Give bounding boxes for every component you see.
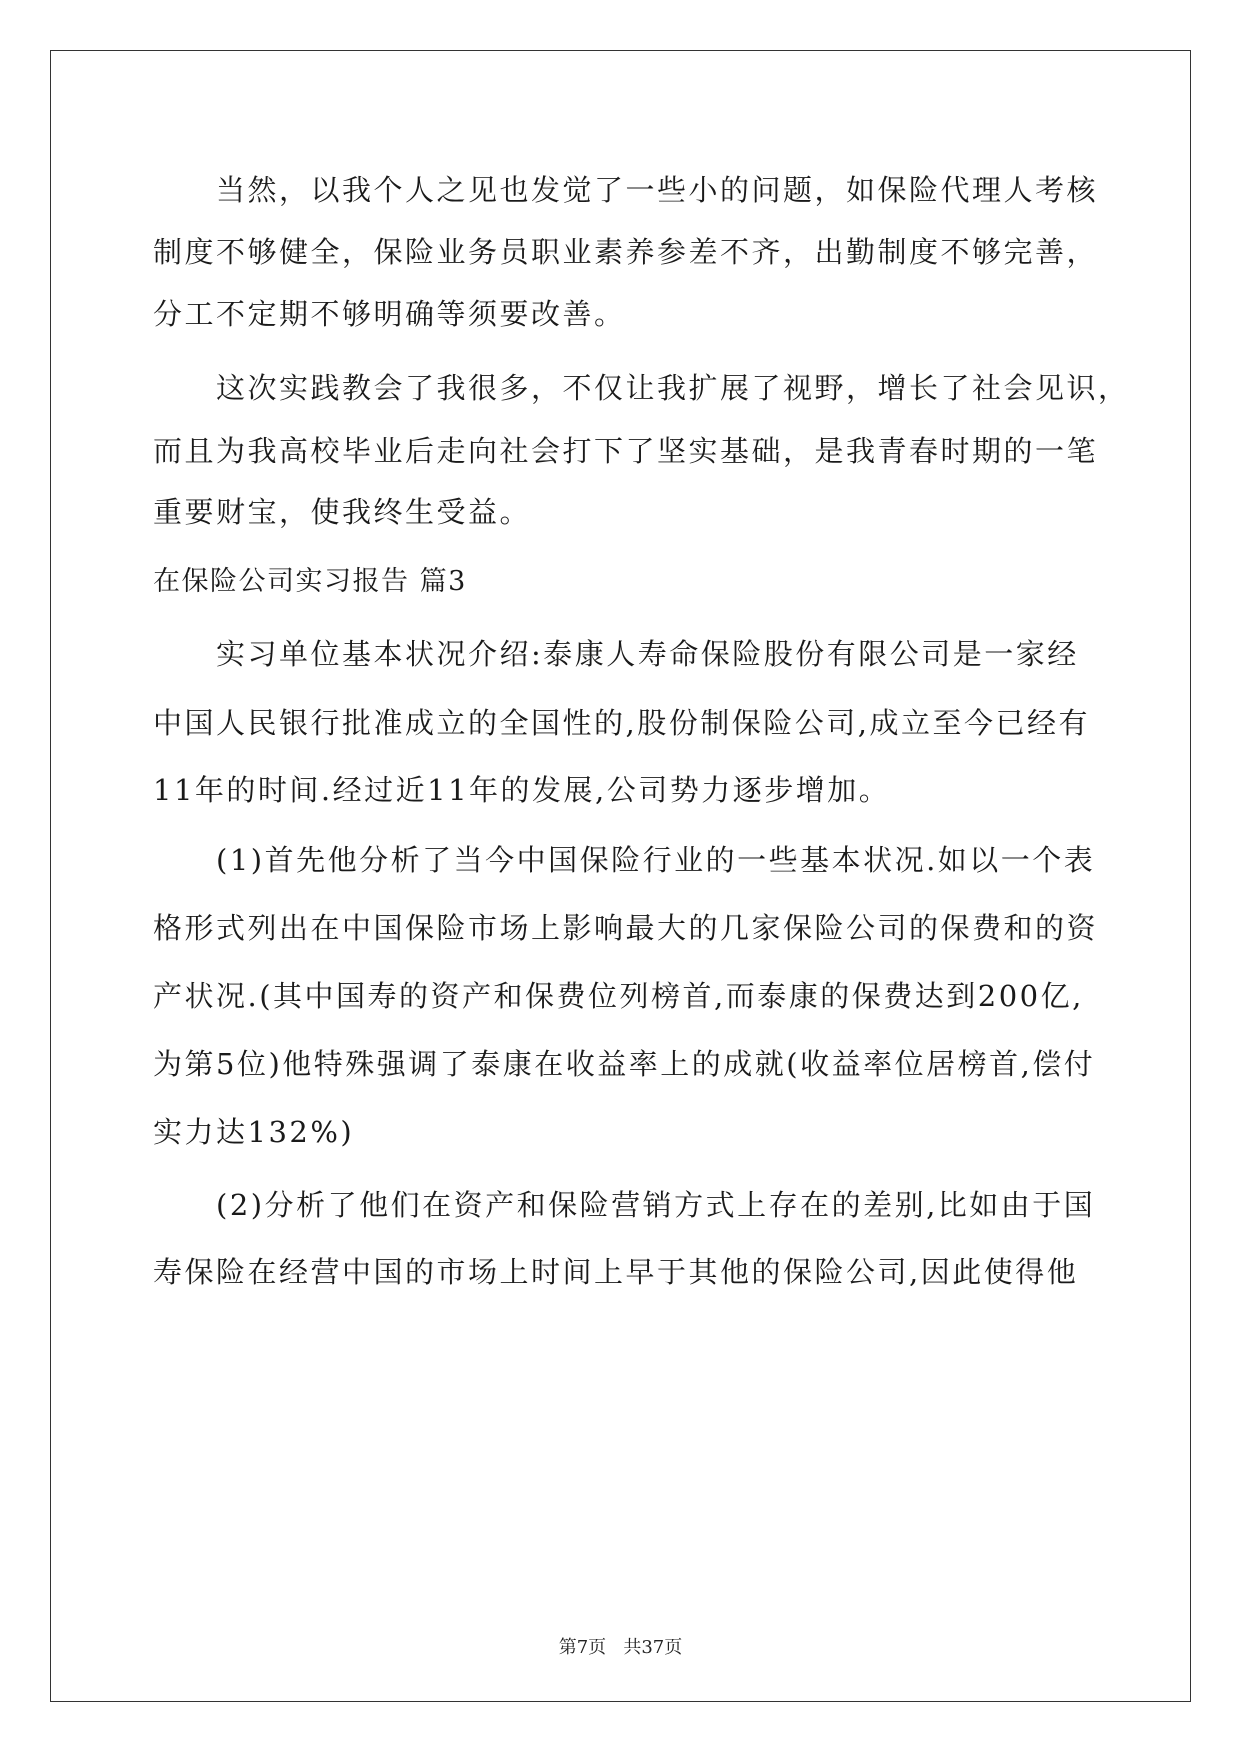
- paragraph-4-line-5: 实力达132%): [153, 1115, 355, 1149]
- paragraph-5-line-2: 寿保险在经营中国的市场上时间上早于其他的保险公司,因此使得他: [153, 1255, 1079, 1289]
- section-heading: 在保险公司实习报告 篇3: [153, 566, 467, 597]
- paragraph-3-line-3: 11年的时间.经过近11年的发展,公司势力逐步增加。: [153, 773, 891, 807]
- paragraph-1-line-2: 制度不够健全，保险业务员职业素养参差不齐，出勤制度不够完善，: [153, 235, 1099, 269]
- paragraph-1-line-1: 当然，以我个人之见也发觉了一些小的问题，如保险代理人考核: [216, 173, 1099, 207]
- paragraph-1-line-3: 分工不定期不够明确等须要改善。: [153, 297, 626, 331]
- paragraph-3-line-2: 中国人民银行批准成立的全国性的,股份制保险公司,成立至今已经有: [153, 706, 1090, 740]
- paragraph-2-line-1: 这次实践教会了我很多，不仅让我扩展了视野，增长了社会见识，: [216, 371, 1130, 405]
- paragraph-2-line-3: 重要财宝，使我终生受益。: [153, 495, 532, 529]
- paragraph-4-line-1: (1)首先他分析了当今中国保险行业的一些基本状况.如以一个表: [216, 843, 1096, 877]
- paragraph-4-line-2: 格形式列出在中国保险市场上影响最大的几家保险公司的保费和的资: [153, 911, 1099, 945]
- paragraph-4-line-4: 为第5位)他特殊强调了泰康在收益率上的成就(收益率位居榜首,偿付: [153, 1047, 1096, 1081]
- paragraph-5-line-1: (2)分析了他们在资产和保险营销方式上存在的差别,比如由于国: [216, 1188, 1096, 1222]
- paragraph-4-line-3: 产状况.(其中国寿的资产和保费位列榜首,而泰康的保费达到200亿,: [153, 979, 1084, 1013]
- paragraph-3-line-1: 实习单位基本状况介绍:泰康人寿命保险股份有限公司是一家经: [216, 637, 1079, 671]
- paragraph-2-line-2: 而且为我高校毕业后走向社会打下了坚实基础，是我青春时期的一笔: [153, 434, 1099, 468]
- page-footer: 第7页 共37页: [558, 1637, 683, 1658]
